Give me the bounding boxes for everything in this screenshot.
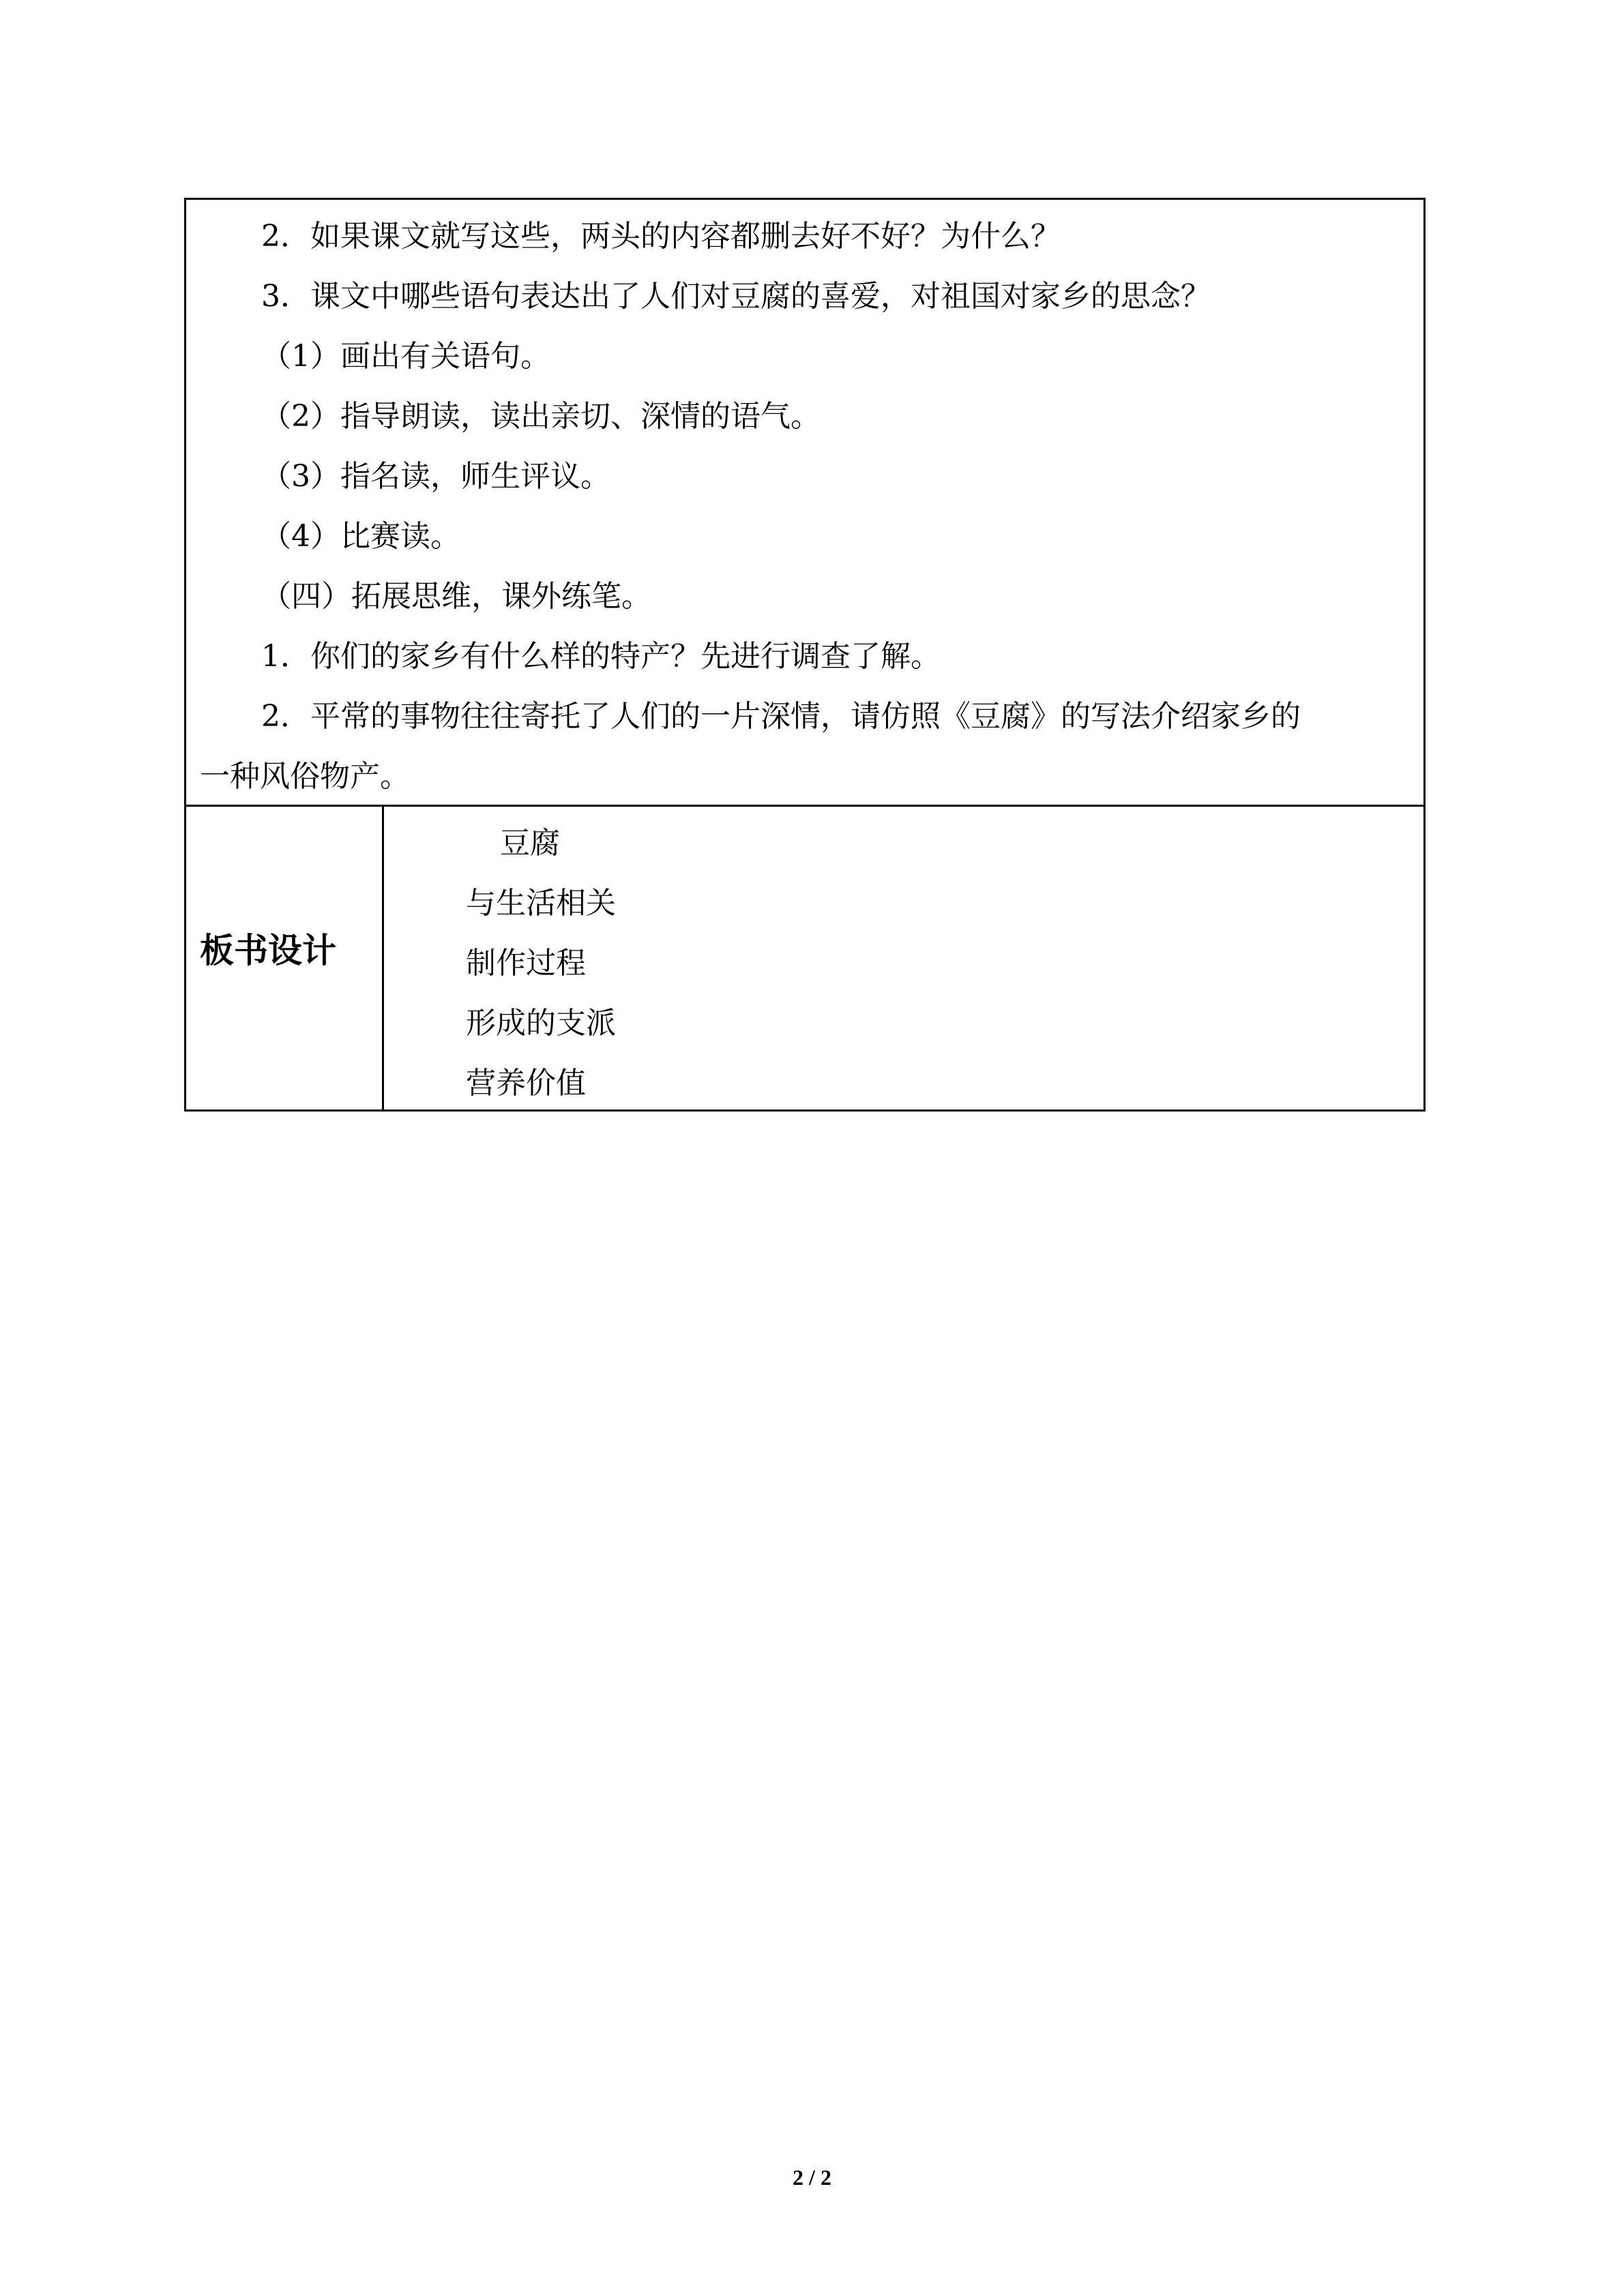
- step-line: （四）拓展思维，课外练笔。: [261, 579, 651, 614]
- step-line: （2）指导朗读，读出亲切、深情的语气。: [261, 399, 821, 434]
- lesson-steps-cell: [186, 200, 1423, 807]
- board-line: 制作过程: [466, 946, 586, 981]
- step-line: 一种风俗物产。: [200, 759, 410, 794]
- board-design-row: [186, 807, 1423, 1109]
- step-line: 2．平常的事物往往寄托了人们的一片深情，请仿照《豆腐》的写法介绍家乡的: [261, 699, 1301, 734]
- board-design-content-cell: [384, 807, 1423, 1109]
- step-line: 3．课文中哪些语句表达出了人们对豆腐的喜爱，对祖国对家乡的思念？: [261, 279, 1211, 314]
- board-design-label: 板书设计: [200, 931, 336, 970]
- board-line: 形成的支派: [466, 1006, 616, 1041]
- lesson-table: [184, 198, 1426, 1112]
- board-line: 豆腐: [500, 826, 560, 861]
- board-line: 与生活相关: [466, 886, 616, 921]
- step-line: （3）指名读，师生评议。: [261, 459, 610, 494]
- step-line: 2．如果课文就写这些，两头的内容都删去好不好？为什么？: [261, 219, 1061, 254]
- step-line: （4）比赛读。: [261, 519, 460, 554]
- board-line: 营养价值: [466, 1066, 586, 1101]
- step-line: （1）画出有关语句。: [261, 339, 550, 374]
- board-design-label-cell: [186, 807, 384, 1109]
- page-number: 2 / 2: [793, 2165, 831, 2190]
- step-line: 1．你们的家乡有什么样的特产？先进行调查了解。: [261, 639, 941, 674]
